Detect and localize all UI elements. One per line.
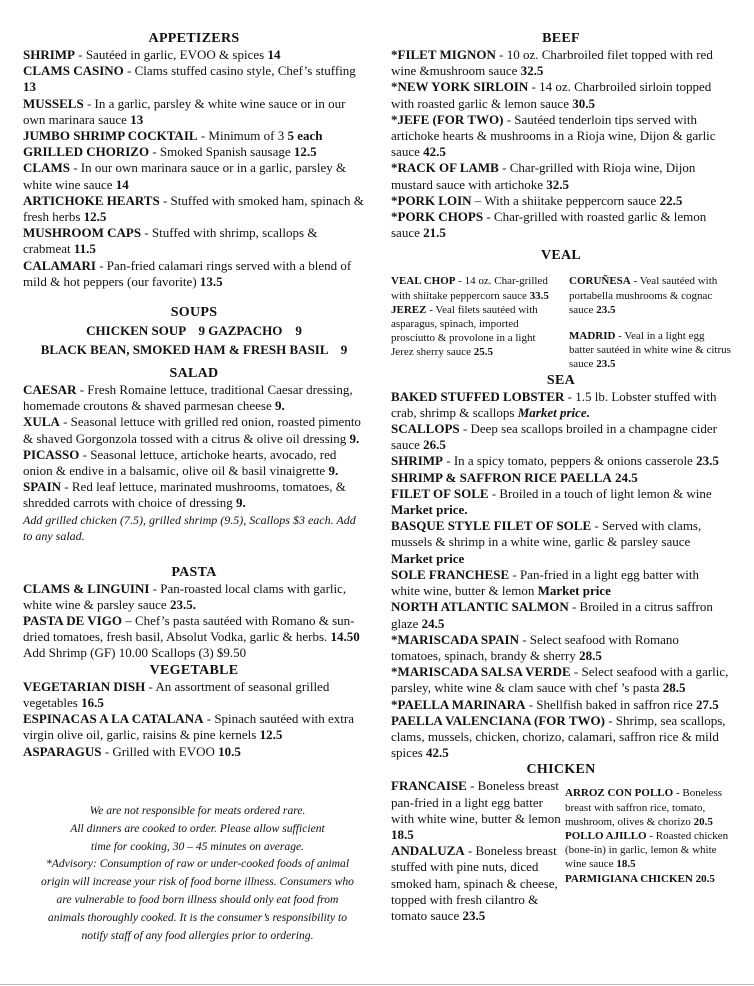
item-desc: - Roasted chicken (bone-in) in garlic, lemon & white wine sauce xyxy=(565,829,729,871)
item-name: PASTA DE VIGO xyxy=(23,613,122,629)
item-price: 11.5 xyxy=(73,241,96,257)
item-name: BAKED STUFFED LOBSTER xyxy=(391,388,565,404)
item-name: GRILLED CHORIZO xyxy=(23,144,150,160)
item-desc: - Sautéed in garlic, EVOO & spices xyxy=(75,47,268,62)
disclaimer-line: notify staff of any food allergies prior to ordering. xyxy=(81,928,314,942)
menu-item xyxy=(391,209,731,241)
pasta-list xyxy=(23,581,365,662)
item-desc: - Veal in a light egg batter sautéed in white wine & citrus sauce xyxy=(569,330,731,371)
item-name: JEREZ xyxy=(391,303,427,316)
item-desc: - Pan-fried in a light egg batter with white wine, butter & lemon xyxy=(391,566,700,599)
item-desc: - Grilled with EVOO xyxy=(101,743,219,759)
item-desc: - Select seafood with a garlic, parsley, white wine & clam sauce with chef ’s pasta xyxy=(391,664,729,696)
veal-list xyxy=(391,274,731,371)
item-price: 25.5 xyxy=(473,346,494,359)
menu-item xyxy=(391,599,731,631)
item-name: FRANCAISE xyxy=(391,778,467,794)
menu-item xyxy=(391,843,561,924)
item-name: SPAIN xyxy=(23,479,62,495)
disclaimer-line: are vulnerable to food born illness should only eat food from xyxy=(56,892,339,906)
menu-item xyxy=(23,447,365,479)
menu-item xyxy=(23,258,365,290)
menu-item xyxy=(23,679,365,711)
item-price: 14 xyxy=(267,47,281,62)
item-name: SOLE FRANCHESE xyxy=(391,566,510,582)
item-name: *NEW YORK SIRLOIN xyxy=(391,79,529,95)
sea-heading: SEA xyxy=(546,372,576,388)
item-name: SHRIMP xyxy=(391,453,443,469)
item-price: Market price. xyxy=(391,502,468,518)
item-name: PICASSO xyxy=(23,446,80,462)
menu-item xyxy=(391,47,731,79)
item-price: 18.5 xyxy=(391,826,414,842)
salad-addon-note: Add grilled chicken (7.5), grilled shrimp (9.5), Scallops $3 each. Add to any salad. xyxy=(23,512,356,543)
item-desc: - Veal filets sautéed with asparagus, spinach, imported prosciutto & provolone in a light Jerez sherry sauce xyxy=(391,303,538,359)
item-desc: - 1.5 lb. Lobster stuffed with crab, shrimp & scallops xyxy=(391,388,717,420)
item-name: SHRIMP xyxy=(23,47,75,62)
menu-item xyxy=(391,160,731,192)
item-price: 12.5 xyxy=(259,727,283,743)
item-name: MUSHROOM CAPS xyxy=(23,225,142,241)
item-name: *PORK LOIN xyxy=(391,192,472,208)
item-price: 5 each xyxy=(287,128,323,144)
menu-item xyxy=(23,144,365,160)
item-desc: - Pan-fried calamari rings served with a blend of mild & hot peppers (our favorite) xyxy=(23,257,352,289)
item-desc: - Seasonal lettuce with grilled red onion, roasted pimento & shaved Gorgonzola tossed with a citrus & olive oil dressing xyxy=(23,414,361,446)
disclaimer-line: We are not responsible for meats ordered rare. xyxy=(89,804,306,817)
item-price: 24.5 xyxy=(421,615,445,631)
item-desc: – With a shiitake peppercorn sauce xyxy=(471,192,660,208)
menu-item xyxy=(391,470,731,486)
menu-item xyxy=(23,711,365,743)
item-price: 23.5 xyxy=(462,907,486,923)
item-name: *FILET MIGNON xyxy=(391,47,496,62)
menu-item xyxy=(391,453,731,469)
item-name: *PAELLA MARINARA xyxy=(391,696,526,712)
item-name: *RACK OF LAMB xyxy=(391,160,499,176)
menu-item xyxy=(23,160,365,192)
menu-item xyxy=(391,697,731,713)
item-name: *PORK CHOPS xyxy=(391,209,484,225)
item-name: POLLO AJILLO xyxy=(565,829,647,842)
item-name: ASPARAGUS xyxy=(23,743,102,759)
disclaimer-line: time for cooking, 30 – 45 minutes on average. xyxy=(90,839,305,853)
item-desc: - Shellfish baked in saffron rice xyxy=(525,696,696,712)
item-name: CLAMS CASINO xyxy=(23,63,124,79)
chicken-list xyxy=(391,778,731,924)
item-name: XULA xyxy=(23,414,60,430)
item-name: JUMBO SHRIMP COCKTAIL xyxy=(23,128,198,144)
item-price: 23.5 xyxy=(696,453,719,469)
item-name: CLAMS & LINGUINI xyxy=(23,580,150,596)
item-name: *MARISCADA SPAIN xyxy=(391,631,519,647)
menu-item xyxy=(391,303,556,360)
item-price: 32.5 xyxy=(520,63,544,79)
item-price: 13.5 xyxy=(199,273,223,289)
soups-line-2: BLACK BEAN, SMOKED HAM & FRESH BASIL 9 xyxy=(40,342,348,358)
item-price: 42.5 xyxy=(423,144,446,160)
item-price: 12.5 xyxy=(83,209,107,225)
item-desc: - Stuffed with shrimp, scallops & crabmeat xyxy=(23,225,318,257)
item-desc: - Shrimp, sea scallops, clams, mussels, chicken, chorizo, calamari, saffron rice & mild spices xyxy=(391,712,726,761)
veal-heading: VEAL xyxy=(540,248,582,264)
item-price: Market price xyxy=(391,550,465,566)
vegetable-list xyxy=(23,679,365,760)
item-price: 16.5 xyxy=(81,694,104,710)
veal-right xyxy=(569,274,731,371)
item-price: 9. xyxy=(274,398,285,414)
menu-item xyxy=(23,479,365,511)
item-desc: - Pan-roasted local clams with garlic, white wine & parsley sauce xyxy=(23,580,347,612)
item-price: 21.5 xyxy=(423,225,446,241)
item-desc: - Char-grilled with Rioja wine, Dijon mustard sauce with artichoke xyxy=(391,160,696,192)
item-price: 18.5 xyxy=(616,858,636,871)
item-desc: - Spinach sautéed with extra virgin olive oil, garlic, raisins & pine kernels xyxy=(23,711,355,743)
menu-item xyxy=(23,225,365,257)
menu-item xyxy=(23,128,365,144)
item-desc: - Boneless breast with saffron rice, tomato, mushroom, olives & chorizo xyxy=(565,787,723,828)
menu-item xyxy=(23,744,365,760)
page-bottom-divider xyxy=(0,984,754,985)
item-desc: - Smoked Spanish sausage xyxy=(149,144,294,160)
menu-item xyxy=(391,193,731,209)
menu-item xyxy=(565,786,731,829)
item-name: ARROZ CON POLLO xyxy=(565,787,674,800)
item-desc: - Sautéed tenderloin tips served with artichoke hearts & mushrooms in a Rioja wine, Dijon & garlic sauce xyxy=(391,111,716,160)
item-price: 14 xyxy=(115,176,129,192)
item-price: Market price. xyxy=(517,404,590,420)
salad-heading: SALAD xyxy=(169,366,219,382)
item-desc: - An assortment of seasonal grilled vegetables xyxy=(23,678,330,710)
item-extra: Add Shrimp (GF) 10.00 Scallops (3) $9.50 xyxy=(23,645,247,661)
item-price: 30.5 xyxy=(572,95,595,111)
veal-left xyxy=(391,274,556,371)
menu-item xyxy=(391,664,731,696)
menu-item xyxy=(391,79,731,111)
menu-item xyxy=(23,414,365,446)
disclaimer xyxy=(30,802,365,944)
chicken-right xyxy=(565,786,731,924)
item-name: MUSSELS xyxy=(23,95,84,111)
pasta-heading: PASTA xyxy=(171,564,217,580)
item-desc: - Broiled in a citrus saffron glaze xyxy=(391,599,713,631)
beef-list xyxy=(391,47,731,241)
item-name: MADRID xyxy=(569,330,616,343)
menu-item xyxy=(391,274,556,302)
disclaimer-line: *Advisory: Consumption of raw or under-cooked foods of animal xyxy=(45,857,350,871)
item-price: 13 xyxy=(130,111,144,127)
item-desc: - Deep sea scallops broiled in a champagne cider sauce xyxy=(391,421,718,453)
appetizers-heading: APPETIZERS xyxy=(148,31,240,46)
menu-item xyxy=(23,193,365,225)
menu-item xyxy=(565,829,731,872)
item-price: 23.5 xyxy=(596,358,616,371)
item-name: CALAMARI xyxy=(23,257,96,273)
item-price: 10.5 xyxy=(218,743,241,759)
item-name: *MARISCADA SALSA VERDE xyxy=(391,664,571,680)
item-desc: - Broiled in a touch of light lemon & wine xyxy=(488,485,712,501)
item-name: *JEFE (FOR TWO) xyxy=(391,111,504,127)
appetizers-list xyxy=(23,47,365,290)
menu-item xyxy=(569,329,731,372)
menu-item xyxy=(23,581,365,613)
item-desc: - In a garlic, parsley & white wine sauce or in our own marinara sauce xyxy=(23,95,346,127)
item-price: 9. xyxy=(236,495,246,511)
item-desc: - Boneless breast stuffed with pine nuts, diced smoked ham, spinach & cheese, topped with fresh cilantro & tomato sauce xyxy=(391,843,558,923)
disclaimer-line: origin will increase your risk of food borne illness. Consumers who xyxy=(41,875,354,889)
vegetable-heading: VEGETABLE xyxy=(149,662,239,678)
item-desc: - In our own marinara sauce or in a garlic, parsley & white wine sauce xyxy=(23,160,347,192)
menu-item xyxy=(391,389,731,421)
item-name: VEGETARIAN DISH xyxy=(23,678,146,694)
item-name: BASQUE STYLE FILET OF SOLE xyxy=(391,518,592,534)
chicken-heading: CHICKEN xyxy=(526,762,596,778)
item-desc: - 10 oz. Charbroiled filet topped with red wine &mushroom sauce xyxy=(391,47,713,79)
menu-item xyxy=(391,567,731,599)
item-price: 20.5 xyxy=(693,815,713,828)
item-name: CLAMS xyxy=(23,160,70,176)
item-desc: - Minimum of 3 xyxy=(197,128,288,144)
item-name: VEAL CHOP xyxy=(391,275,456,288)
chicken-left xyxy=(391,778,561,924)
item-desc: - Veal sautéed with portabella mushrooms & cognac sauce xyxy=(569,275,718,316)
soups-heading: SOUPS xyxy=(170,305,218,321)
left-column xyxy=(23,30,365,760)
item-price: 23.5. xyxy=(169,596,196,612)
item-name: SCALLOPS xyxy=(391,421,460,437)
disclaimer-line: All dinners are cooked to order. Please allow sufficient xyxy=(70,821,325,835)
item-desc: - Served with clams, mussels & shrimp in a white wine, garlic & parsley sauce xyxy=(391,518,702,550)
item-desc: - 14 oz. Char-grilled with shiitake peppercorn sauce xyxy=(391,275,548,302)
menu-item xyxy=(23,613,365,662)
item-price: 12.5 xyxy=(293,144,317,160)
item-price: 28.5 xyxy=(662,680,686,696)
menu-item xyxy=(391,421,731,453)
item-name: ARTICHOKE HEARTS xyxy=(23,192,160,208)
item-desc: - Select seafood with Romano tomatoes, spinach, brandy & sherry xyxy=(391,631,679,663)
item-name: PAELLA VALENCIANA (FOR TWO) xyxy=(391,712,605,728)
item-price: 20.5 xyxy=(695,872,715,885)
soups-list xyxy=(23,321,365,359)
item-desc: - Stuffed with smoked ham, spinach & fresh herbs xyxy=(23,192,364,225)
item-name: ANDALUZA xyxy=(391,843,465,859)
menu-item xyxy=(391,518,731,567)
menu-item xyxy=(23,96,365,128)
item-name: FILET OF SOLE xyxy=(391,485,489,501)
menu-item xyxy=(565,872,731,886)
menu-item xyxy=(569,274,731,317)
item-name: NORTH ATLANTIC SALMON xyxy=(391,599,569,615)
item-price: 22.5 xyxy=(659,192,683,208)
item-name: CORUÑESA xyxy=(569,275,631,288)
salad-list xyxy=(23,382,365,544)
item-desc: - Clams stuffed casino style, Chef’s stuffing xyxy=(123,63,356,79)
item-desc: - 14 oz. Charbroiled sirloin topped with roasted garlic & lemon sauce xyxy=(391,79,712,111)
beef-heading: BEEF xyxy=(542,31,580,46)
item-price: 14.50 xyxy=(330,629,360,645)
item-price: 9. xyxy=(328,463,339,479)
item-price: 24.5 xyxy=(615,469,638,485)
disclaimer-line: animals thoroughly cooked. It is the consumer’s responsibility to xyxy=(47,910,348,924)
item-price: Market price xyxy=(537,583,611,599)
item-name: ESPINACAS A LA CATALANA xyxy=(23,711,204,727)
item-desc: - Fresh Romaine lettuce, traditional Caesar dressing, homemade croutons & shaved parmesan cheese xyxy=(23,382,353,414)
menu-item xyxy=(391,112,731,161)
menu-item xyxy=(391,486,731,518)
item-price: 23.5 xyxy=(596,303,616,316)
item-desc: - Red leaf lettuce, marinated mushrooms, tomatoes, & shredded carrots with choice of dressing xyxy=(23,479,346,511)
soups-line-1: CHICKEN SOUP 9 GAZPACHO 9 xyxy=(86,323,302,339)
item-price: 42.5 xyxy=(426,745,449,761)
item-desc: - Boneless breast pan-fried in a light egg batter with white wine, butter & lemon xyxy=(391,778,561,826)
item-price: 26.5 xyxy=(423,437,446,453)
item-price: 9. xyxy=(349,430,360,446)
item-name: PARMIGIANA CHICKEN xyxy=(565,872,693,885)
item-name: SHRIMP & SAFFRON RICE PAELLA xyxy=(391,469,612,485)
item-desc: - Char-grilled with roasted garlic & lemon sauce xyxy=(391,209,707,241)
menu-item xyxy=(391,632,731,664)
sea-list xyxy=(391,389,731,762)
item-price: 28.5 xyxy=(579,647,602,663)
menu-item xyxy=(23,63,365,95)
item-desc: - In a spicy tomato, peppers & onions casserole xyxy=(443,453,697,469)
item-price: 32.5 xyxy=(546,176,569,192)
item-price: 13 xyxy=(23,79,36,95)
item-price: 27.5 xyxy=(696,696,719,712)
menu-item xyxy=(391,713,731,762)
item-desc: - Seasonal lettuce, artichoke hearts, avocado, red onion & endive in a balsamic, olive oil & basil vinaigrette xyxy=(23,446,337,479)
menu-item xyxy=(23,47,365,63)
right-column xyxy=(391,30,731,924)
item-name: CAESAR xyxy=(23,382,77,398)
menu-item xyxy=(391,778,561,843)
menu-item xyxy=(23,382,365,414)
item-desc: – Chef’s pasta sautéed with Romano & sun-dried tomatoes, fresh basil, Absolut Vodka, garlic & herbs. xyxy=(23,613,355,645)
item-price: 33.5 xyxy=(529,289,549,302)
